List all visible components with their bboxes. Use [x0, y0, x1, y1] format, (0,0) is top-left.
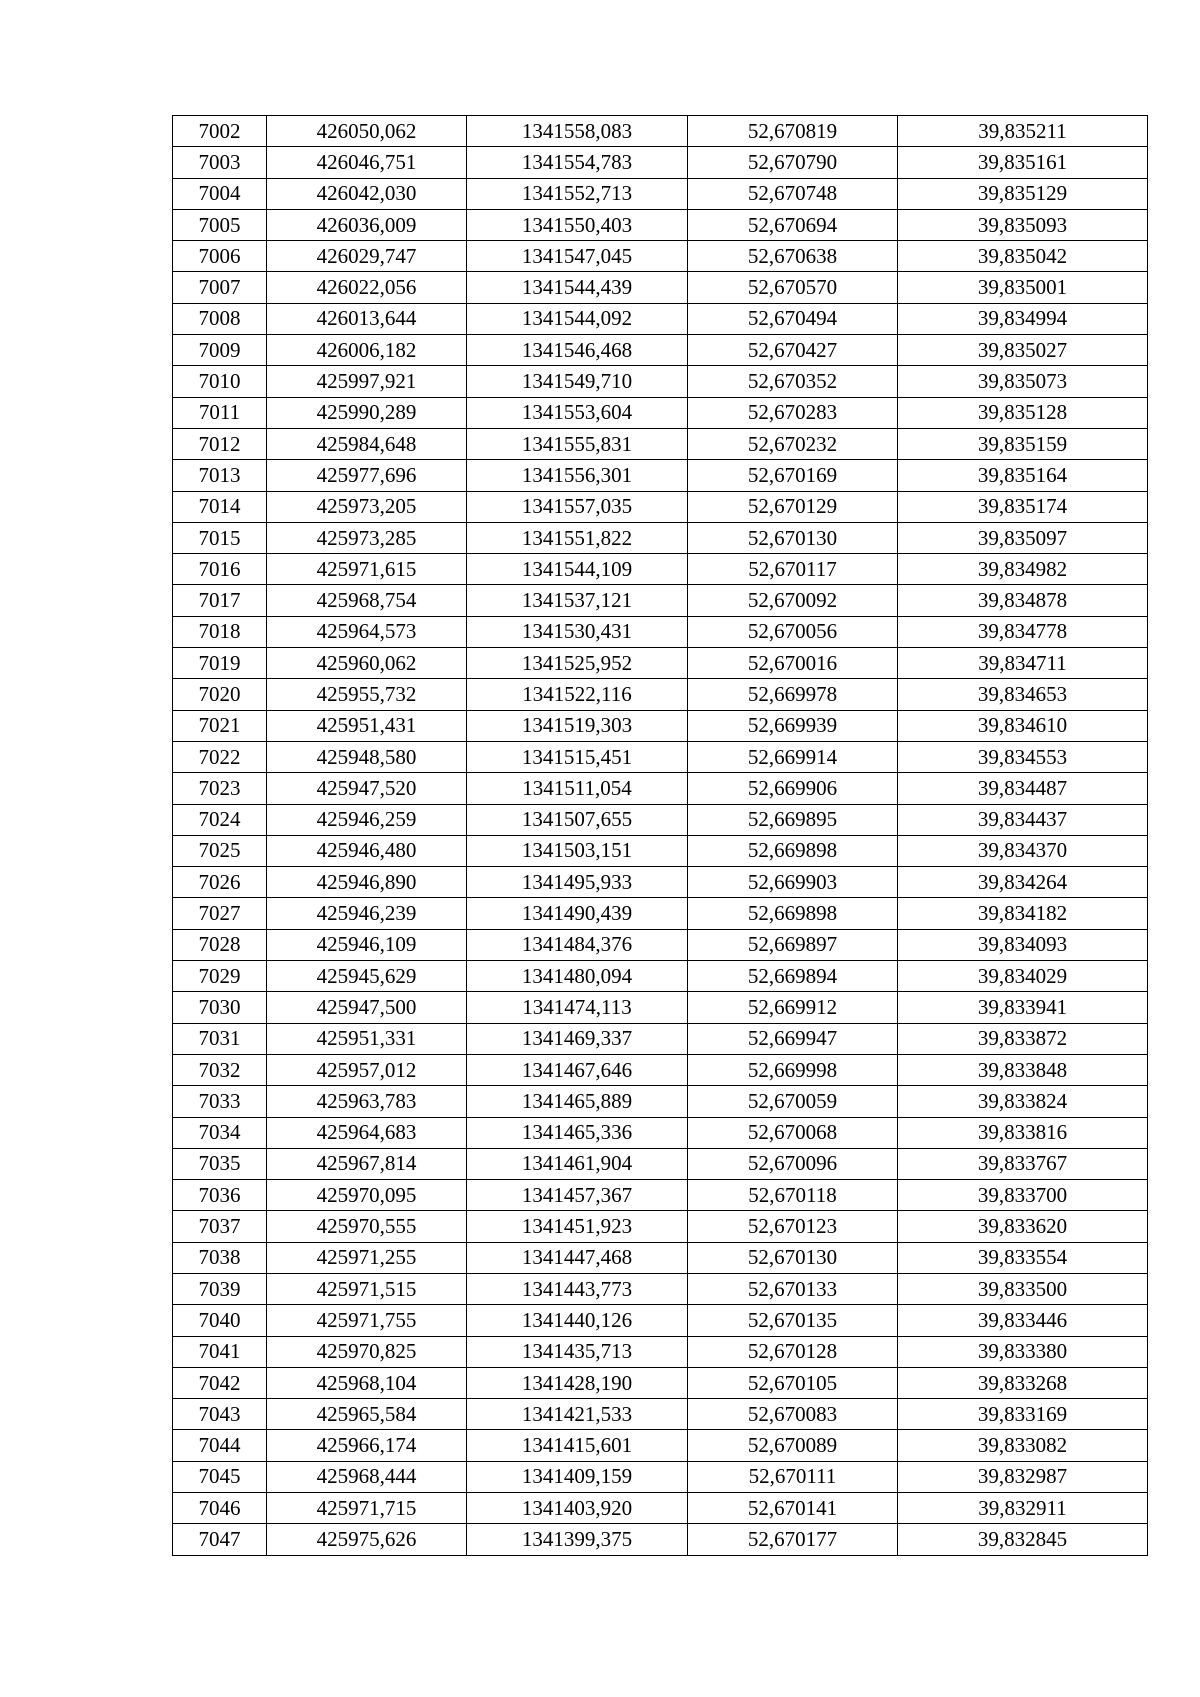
latitude-cell: 52,670130	[688, 522, 898, 553]
table-row	[173, 1524, 1148, 1555]
table-row	[173, 992, 1148, 1023]
longitude-cell: 39,833872	[898, 1023, 1148, 1054]
point-number-cell: 7008	[173, 303, 267, 334]
latitude-cell: 52,670068	[688, 1117, 898, 1148]
table-row	[173, 616, 1148, 647]
point-number-cell: 7004	[173, 178, 267, 209]
latitude-cell: 52,670092	[688, 585, 898, 616]
x-coordinate-cell: 425957,012	[267, 1054, 467, 1085]
x-coordinate-cell: 425946,239	[267, 898, 467, 929]
y-coordinate-cell: 1341457,367	[467, 1180, 688, 1211]
latitude-cell: 52,670105	[688, 1367, 898, 1398]
point-number-cell: 7012	[173, 428, 267, 459]
table-row	[173, 1211, 1148, 1242]
x-coordinate-cell: 425971,755	[267, 1305, 467, 1336]
y-coordinate-cell: 1341515,451	[467, 741, 688, 772]
y-coordinate-cell: 1341554,783	[467, 147, 688, 178]
y-coordinate-cell: 1341409,159	[467, 1461, 688, 1492]
y-coordinate-cell: 1341555,831	[467, 428, 688, 459]
latitude-cell: 52,670694	[688, 209, 898, 240]
x-coordinate-cell: 425951,331	[267, 1023, 467, 1054]
longitude-cell: 39,833816	[898, 1117, 1148, 1148]
latitude-cell: 52,669897	[688, 929, 898, 960]
point-number-cell: 7044	[173, 1430, 267, 1461]
point-number-cell: 7036	[173, 1180, 267, 1211]
table-row	[173, 1054, 1148, 1085]
longitude-cell: 39,833824	[898, 1086, 1148, 1117]
x-coordinate-cell: 425971,715	[267, 1493, 467, 1524]
point-number-cell: 7042	[173, 1367, 267, 1398]
x-coordinate-cell: 425966,174	[267, 1430, 467, 1461]
table-row	[173, 397, 1148, 428]
point-number-cell: 7014	[173, 491, 267, 522]
point-number-cell: 7031	[173, 1023, 267, 1054]
latitude-cell: 52,669947	[688, 1023, 898, 1054]
longitude-cell: 39,835073	[898, 366, 1148, 397]
latitude-cell: 52,669912	[688, 992, 898, 1023]
point-number-cell: 7046	[173, 1493, 267, 1524]
point-number-cell: 7021	[173, 710, 267, 741]
latitude-cell: 52,669978	[688, 679, 898, 710]
table-row	[173, 147, 1148, 178]
longitude-cell: 39,833700	[898, 1180, 1148, 1211]
x-coordinate-cell: 425970,095	[267, 1180, 467, 1211]
table-row	[173, 1305, 1148, 1336]
point-number-cell: 7002	[173, 116, 267, 147]
table-row	[173, 272, 1148, 303]
latitude-cell: 52,670177	[688, 1524, 898, 1555]
longitude-cell: 39,835042	[898, 241, 1148, 272]
longitude-cell: 39,835174	[898, 491, 1148, 522]
y-coordinate-cell: 1341550,403	[467, 209, 688, 240]
longitude-cell: 39,833500	[898, 1273, 1148, 1304]
table-row	[173, 460, 1148, 491]
latitude-cell: 52,670748	[688, 178, 898, 209]
x-coordinate-cell: 425964,683	[267, 1117, 467, 1148]
table-row	[173, 648, 1148, 679]
latitude-cell: 52,670118	[688, 1180, 898, 1211]
table-row	[173, 1086, 1148, 1117]
y-coordinate-cell: 1341507,655	[467, 804, 688, 835]
longitude-cell: 39,834610	[898, 710, 1148, 741]
longitude-cell: 39,832911	[898, 1493, 1148, 1524]
point-number-cell: 7039	[173, 1273, 267, 1304]
x-coordinate-cell: 425997,921	[267, 366, 467, 397]
point-number-cell: 7006	[173, 241, 267, 272]
latitude-cell: 52,669998	[688, 1054, 898, 1085]
longitude-cell: 39,832845	[898, 1524, 1148, 1555]
point-number-cell: 7034	[173, 1117, 267, 1148]
point-number-cell: 7024	[173, 804, 267, 835]
point-number-cell: 7027	[173, 898, 267, 929]
x-coordinate-cell: 425967,814	[267, 1148, 467, 1179]
latitude-cell: 52,670129	[688, 491, 898, 522]
y-coordinate-cell: 1341421,533	[467, 1399, 688, 1430]
point-number-cell: 7047	[173, 1524, 267, 1555]
table-row	[173, 303, 1148, 334]
x-coordinate-cell: 425947,500	[267, 992, 467, 1023]
longitude-cell: 39,833941	[898, 992, 1148, 1023]
y-coordinate-cell: 1341461,904	[467, 1148, 688, 1179]
point-number-cell: 7017	[173, 585, 267, 616]
y-coordinate-cell: 1341547,045	[467, 241, 688, 272]
y-coordinate-cell: 1341403,920	[467, 1493, 688, 1524]
y-coordinate-cell: 1341525,952	[467, 648, 688, 679]
latitude-cell: 52,670135	[688, 1305, 898, 1336]
y-coordinate-cell: 1341552,713	[467, 178, 688, 209]
x-coordinate-cell: 425973,205	[267, 491, 467, 522]
y-coordinate-cell: 1341495,933	[467, 867, 688, 898]
latitude-cell: 52,670111	[688, 1461, 898, 1492]
y-coordinate-cell: 1341519,303	[467, 710, 688, 741]
latitude-cell: 52,670819	[688, 116, 898, 147]
longitude-cell: 39,835097	[898, 522, 1148, 553]
longitude-cell: 39,833554	[898, 1242, 1148, 1273]
latitude-cell: 52,670083	[688, 1399, 898, 1430]
table-row	[173, 1242, 1148, 1273]
point-number-cell: 7022	[173, 741, 267, 772]
y-coordinate-cell: 1341490,439	[467, 898, 688, 929]
longitude-cell: 39,833169	[898, 1399, 1148, 1430]
y-coordinate-cell: 1341465,889	[467, 1086, 688, 1117]
table-row	[173, 428, 1148, 459]
point-number-cell: 7013	[173, 460, 267, 491]
latitude-cell: 52,669939	[688, 710, 898, 741]
latitude-cell: 52,670056	[688, 616, 898, 647]
y-coordinate-cell: 1341451,923	[467, 1211, 688, 1242]
table-row	[173, 835, 1148, 866]
table-row	[173, 773, 1148, 804]
latitude-cell: 52,670638	[688, 241, 898, 272]
point-number-cell: 7019	[173, 648, 267, 679]
point-number-cell: 7003	[173, 147, 267, 178]
y-coordinate-cell: 1341557,035	[467, 491, 688, 522]
y-coordinate-cell: 1341447,468	[467, 1242, 688, 1273]
x-coordinate-cell: 425946,109	[267, 929, 467, 960]
point-number-cell: 7037	[173, 1211, 267, 1242]
x-coordinate-cell: 425965,584	[267, 1399, 467, 1430]
point-number-cell: 7045	[173, 1461, 267, 1492]
longitude-cell: 39,834982	[898, 554, 1148, 585]
x-coordinate-cell: 425984,648	[267, 428, 467, 459]
latitude-cell: 52,669903	[688, 867, 898, 898]
y-coordinate-cell: 1341443,773	[467, 1273, 688, 1304]
longitude-cell: 39,835093	[898, 209, 1148, 240]
table-row	[173, 929, 1148, 960]
point-number-cell: 7023	[173, 773, 267, 804]
latitude-cell: 52,670089	[688, 1430, 898, 1461]
x-coordinate-cell: 425971,515	[267, 1273, 467, 1304]
longitude-cell: 39,835161	[898, 147, 1148, 178]
longitude-cell: 39,833767	[898, 1148, 1148, 1179]
table-row	[173, 679, 1148, 710]
latitude-cell: 52,670169	[688, 460, 898, 491]
latitude-cell: 52,670059	[688, 1086, 898, 1117]
x-coordinate-cell: 425946,259	[267, 804, 467, 835]
coordinates-table	[172, 115, 1148, 1556]
latitude-cell: 52,670494	[688, 303, 898, 334]
point-number-cell: 7043	[173, 1399, 267, 1430]
longitude-cell: 39,833268	[898, 1367, 1148, 1398]
y-coordinate-cell: 1341551,822	[467, 522, 688, 553]
point-number-cell: 7015	[173, 522, 267, 553]
longitude-cell: 39,833620	[898, 1211, 1148, 1242]
table-row	[173, 522, 1148, 553]
x-coordinate-cell: 425963,783	[267, 1086, 467, 1117]
x-coordinate-cell: 425951,431	[267, 710, 467, 741]
latitude-cell: 52,669894	[688, 961, 898, 992]
y-coordinate-cell: 1341428,190	[467, 1367, 688, 1398]
longitude-cell: 39,835211	[898, 116, 1148, 147]
latitude-cell: 52,670427	[688, 335, 898, 366]
longitude-cell: 39,835128	[898, 397, 1148, 428]
longitude-cell: 39,835027	[898, 335, 1148, 366]
y-coordinate-cell: 1341399,375	[467, 1524, 688, 1555]
y-coordinate-cell: 1341549,710	[467, 366, 688, 397]
x-coordinate-cell: 425968,444	[267, 1461, 467, 1492]
longitude-cell: 39,834264	[898, 867, 1148, 898]
y-coordinate-cell: 1341544,439	[467, 272, 688, 303]
latitude-cell: 52,669914	[688, 741, 898, 772]
point-number-cell: 7033	[173, 1086, 267, 1117]
latitude-cell: 52,670790	[688, 147, 898, 178]
latitude-cell: 52,670128	[688, 1336, 898, 1367]
y-coordinate-cell: 1341474,113	[467, 992, 688, 1023]
latitude-cell: 52,669895	[688, 804, 898, 835]
table-row	[173, 554, 1148, 585]
x-coordinate-cell: 425970,825	[267, 1336, 467, 1367]
y-coordinate-cell: 1341537,121	[467, 585, 688, 616]
longitude-cell: 39,834711	[898, 648, 1148, 679]
point-number-cell: 7026	[173, 867, 267, 898]
longitude-cell: 39,834994	[898, 303, 1148, 334]
y-coordinate-cell: 1341469,337	[467, 1023, 688, 1054]
x-coordinate-cell: 426046,751	[267, 147, 467, 178]
y-coordinate-cell: 1341415,601	[467, 1430, 688, 1461]
x-coordinate-cell: 425955,732	[267, 679, 467, 710]
x-coordinate-cell: 426050,062	[267, 116, 467, 147]
table-row	[173, 1430, 1148, 1461]
longitude-cell: 39,835129	[898, 178, 1148, 209]
point-number-cell: 7018	[173, 616, 267, 647]
x-coordinate-cell: 425946,480	[267, 835, 467, 866]
y-coordinate-cell: 1341503,151	[467, 835, 688, 866]
longitude-cell: 39,834029	[898, 961, 1148, 992]
x-coordinate-cell: 426042,030	[267, 178, 467, 209]
x-coordinate-cell: 425971,255	[267, 1242, 467, 1273]
point-number-cell: 7011	[173, 397, 267, 428]
table-row	[173, 241, 1148, 272]
longitude-cell: 39,834653	[898, 679, 1148, 710]
y-coordinate-cell: 1341467,646	[467, 1054, 688, 1085]
x-coordinate-cell: 425946,890	[267, 867, 467, 898]
y-coordinate-cell: 1341480,094	[467, 961, 688, 992]
longitude-cell: 39,835159	[898, 428, 1148, 459]
table-row	[173, 1461, 1148, 1492]
table-row	[173, 209, 1148, 240]
point-number-cell: 7029	[173, 961, 267, 992]
y-coordinate-cell: 1341465,336	[467, 1117, 688, 1148]
latitude-cell: 52,670352	[688, 366, 898, 397]
point-number-cell: 7035	[173, 1148, 267, 1179]
table-row	[173, 898, 1148, 929]
latitude-cell: 52,670283	[688, 397, 898, 428]
x-coordinate-cell: 425964,573	[267, 616, 467, 647]
point-number-cell: 7028	[173, 929, 267, 960]
y-coordinate-cell: 1341544,109	[467, 554, 688, 585]
latitude-cell: 52,670232	[688, 428, 898, 459]
longitude-cell: 39,834878	[898, 585, 1148, 616]
latitude-cell: 52,670123	[688, 1211, 898, 1242]
table-row	[173, 804, 1148, 835]
table-row	[173, 1023, 1148, 1054]
longitude-cell: 39,833082	[898, 1430, 1148, 1461]
point-number-cell: 7041	[173, 1336, 267, 1367]
point-number-cell: 7005	[173, 209, 267, 240]
x-coordinate-cell: 426006,182	[267, 335, 467, 366]
point-number-cell: 7040	[173, 1305, 267, 1336]
y-coordinate-cell: 1341484,376	[467, 929, 688, 960]
latitude-cell: 52,670130	[688, 1242, 898, 1273]
latitude-cell: 52,670133	[688, 1273, 898, 1304]
table-row	[173, 116, 1148, 147]
table-row	[173, 741, 1148, 772]
point-number-cell: 7009	[173, 335, 267, 366]
y-coordinate-cell: 1341511,054	[467, 773, 688, 804]
y-coordinate-cell: 1341522,116	[467, 679, 688, 710]
x-coordinate-cell: 426022,056	[267, 272, 467, 303]
y-coordinate-cell: 1341546,468	[467, 335, 688, 366]
table-row	[173, 1273, 1148, 1304]
y-coordinate-cell: 1341558,083	[467, 116, 688, 147]
longitude-cell: 39,834437	[898, 804, 1148, 835]
latitude-cell: 52,670117	[688, 554, 898, 585]
table-row	[173, 1399, 1148, 1430]
coordinates-table-body	[173, 116, 1148, 1556]
x-coordinate-cell: 425970,555	[267, 1211, 467, 1242]
longitude-cell: 39,834370	[898, 835, 1148, 866]
latitude-cell: 52,669898	[688, 835, 898, 866]
y-coordinate-cell: 1341440,126	[467, 1305, 688, 1336]
x-coordinate-cell: 425945,629	[267, 961, 467, 992]
x-coordinate-cell: 426029,747	[267, 241, 467, 272]
x-coordinate-cell: 425947,520	[267, 773, 467, 804]
latitude-cell: 52,669898	[688, 898, 898, 929]
longitude-cell: 39,833446	[898, 1305, 1148, 1336]
point-number-cell: 7007	[173, 272, 267, 303]
table-row	[173, 867, 1148, 898]
y-coordinate-cell: 1341544,092	[467, 303, 688, 334]
point-number-cell: 7038	[173, 1242, 267, 1273]
point-number-cell: 7025	[173, 835, 267, 866]
x-coordinate-cell: 425968,104	[267, 1367, 467, 1398]
point-number-cell: 7016	[173, 554, 267, 585]
point-number-cell: 7030	[173, 992, 267, 1023]
longitude-cell: 39,834487	[898, 773, 1148, 804]
table-row	[173, 178, 1148, 209]
table-row	[173, 710, 1148, 741]
longitude-cell: 39,834093	[898, 929, 1148, 960]
x-coordinate-cell: 425960,062	[267, 648, 467, 679]
longitude-cell: 39,833380	[898, 1336, 1148, 1367]
y-coordinate-cell: 1341435,713	[467, 1336, 688, 1367]
table-row	[173, 491, 1148, 522]
longitude-cell: 39,833848	[898, 1054, 1148, 1085]
table-row	[173, 366, 1148, 397]
table-row	[173, 1367, 1148, 1398]
table-row	[173, 961, 1148, 992]
longitude-cell: 39,832987	[898, 1461, 1148, 1492]
table-row	[173, 585, 1148, 616]
x-coordinate-cell: 425948,580	[267, 741, 467, 772]
latitude-cell: 52,670141	[688, 1493, 898, 1524]
x-coordinate-cell: 426036,009	[267, 209, 467, 240]
table-row	[173, 1493, 1148, 1524]
table-row	[173, 335, 1148, 366]
x-coordinate-cell: 425968,754	[267, 585, 467, 616]
latitude-cell: 52,670096	[688, 1148, 898, 1179]
y-coordinate-cell: 1341556,301	[467, 460, 688, 491]
table-row	[173, 1336, 1148, 1367]
point-number-cell: 7032	[173, 1054, 267, 1085]
x-coordinate-cell: 426013,644	[267, 303, 467, 334]
table-row	[173, 1117, 1148, 1148]
table-row	[173, 1180, 1148, 1211]
x-coordinate-cell: 425973,285	[267, 522, 467, 553]
longitude-cell: 39,835001	[898, 272, 1148, 303]
latitude-cell: 52,670570	[688, 272, 898, 303]
y-coordinate-cell: 1341553,604	[467, 397, 688, 428]
longitude-cell: 39,834778	[898, 616, 1148, 647]
x-coordinate-cell: 425990,289	[267, 397, 467, 428]
longitude-cell: 39,834182	[898, 898, 1148, 929]
point-number-cell: 7010	[173, 366, 267, 397]
table-row	[173, 1148, 1148, 1179]
latitude-cell: 52,670016	[688, 648, 898, 679]
latitude-cell: 52,669906	[688, 773, 898, 804]
point-number-cell: 7020	[173, 679, 267, 710]
y-coordinate-cell: 1341530,431	[467, 616, 688, 647]
x-coordinate-cell: 425975,626	[267, 1524, 467, 1555]
longitude-cell: 39,834553	[898, 741, 1148, 772]
x-coordinate-cell: 425977,696	[267, 460, 467, 491]
x-coordinate-cell: 425971,615	[267, 554, 467, 585]
longitude-cell: 39,835164	[898, 460, 1148, 491]
